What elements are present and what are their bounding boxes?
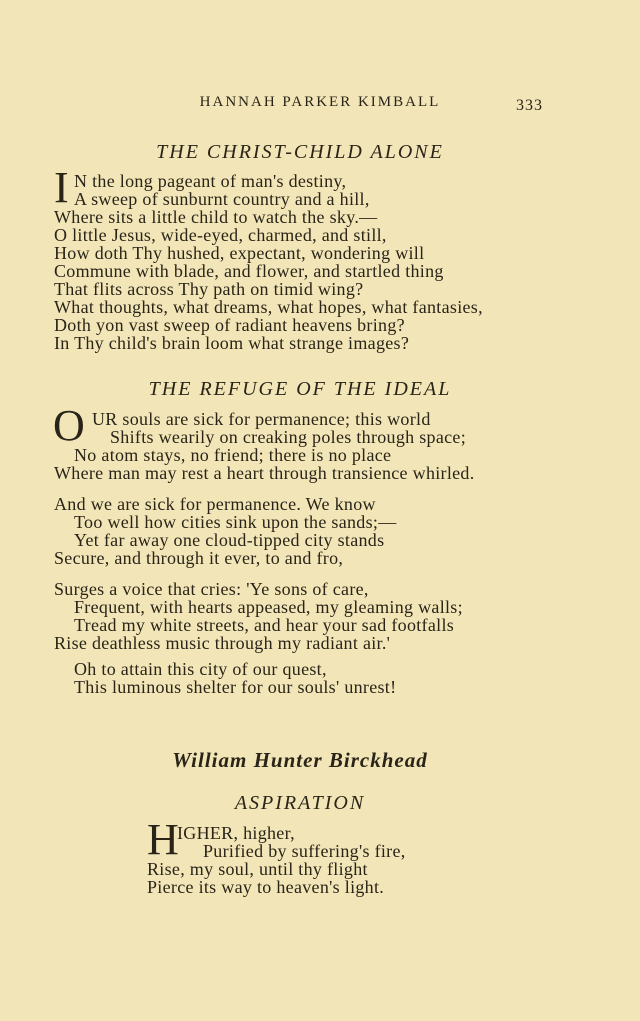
poem-line: Rise, my soul, until thy flight	[147, 859, 368, 879]
running-head-author: HANNAH PARKER KIMBALL	[199, 94, 441, 110]
dropcap: H	[147, 815, 179, 864]
poem-line: A sweep of sunburnt country and a hill,	[74, 189, 370, 209]
poem-line: Frequent, with hearts appeased, my gleaming walls;	[74, 597, 463, 617]
poem-line: Where man may rest a heart through transience whirled.	[54, 463, 475, 483]
poem-stanza	[54, 495, 397, 567]
poem-line: Shifts wearily on creaking poles through space;	[110, 427, 467, 447]
poem-title-christ-child-alone: THE CHRIST-CHILD ALONE	[156, 141, 444, 163]
poem-line: N the long pageant of man's destiny,	[74, 171, 347, 191]
poem-title-aspiration: ASPIRATION	[234, 792, 366, 814]
poem-line: Purified by suffering's fire,	[203, 841, 406, 861]
poem-line: O little Jesus, wide-eyed, charmed, and still,	[54, 225, 387, 245]
poem-line: Rise deathless music through my radiant air.'	[54, 633, 391, 653]
page-number: 333	[516, 97, 543, 114]
poem-line: This luminous shelter for our souls' unrest!	[74, 677, 397, 697]
poem-line: And we are sick for permanence. We know	[54, 494, 376, 514]
poem-line: Secure, and through it ever, to and fro,	[54, 548, 344, 568]
poem-title-refuge-of-the-ideal: THE REFUGE OF THE IDEAL	[148, 378, 452, 400]
poem-line: Too well how cities sink upon the sands;—	[74, 512, 397, 532]
poem-line: In Thy child's brain loom what strange images?	[54, 333, 410, 353]
poem-line: Pierce its way to heaven's light.	[147, 877, 385, 897]
poem-line: What thoughts, what dreams, what hopes, what fantasies,	[54, 297, 483, 317]
poem-line: Surges a voice that cries: 'Ye sons of care,	[54, 579, 369, 599]
poem-line: That flits across Thy path on timid wing?	[54, 279, 364, 299]
poem-line: Where sits a little child to watch the sky.—	[54, 207, 378, 227]
poem-stanza	[54, 580, 463, 652]
dropcap: I	[54, 163, 69, 212]
poem-line: Tread my white streets, and hear your sad footfalls	[74, 615, 455, 635]
poem-line: Oh to attain this city of our quest,	[74, 659, 327, 679]
poem-stanza	[54, 660, 396, 696]
poem-stanza	[54, 410, 475, 482]
poem-line: Doth yon vast sweep of radiant heavens bring?	[54, 315, 405, 335]
poem-line: No atom stays, no friend; there is no place	[74, 445, 392, 465]
poem-line: UR souls are sick for permanence; this world	[92, 409, 431, 429]
poem-line: Yet far away one cloud-tipped city stands	[74, 530, 385, 550]
poem-aspiration	[147, 824, 406, 896]
poem-christ-child-alone	[54, 172, 483, 352]
dropcap: O	[53, 401, 85, 450]
poem-line: Commune with blade, and flower, and startled thing	[54, 261, 444, 281]
poem-line: How doth Thy hushed, expectant, wondering will	[54, 243, 425, 263]
poem-line: IGHER, higher,	[177, 823, 295, 843]
section-author-name: William Hunter Birckhead	[172, 748, 428, 772]
